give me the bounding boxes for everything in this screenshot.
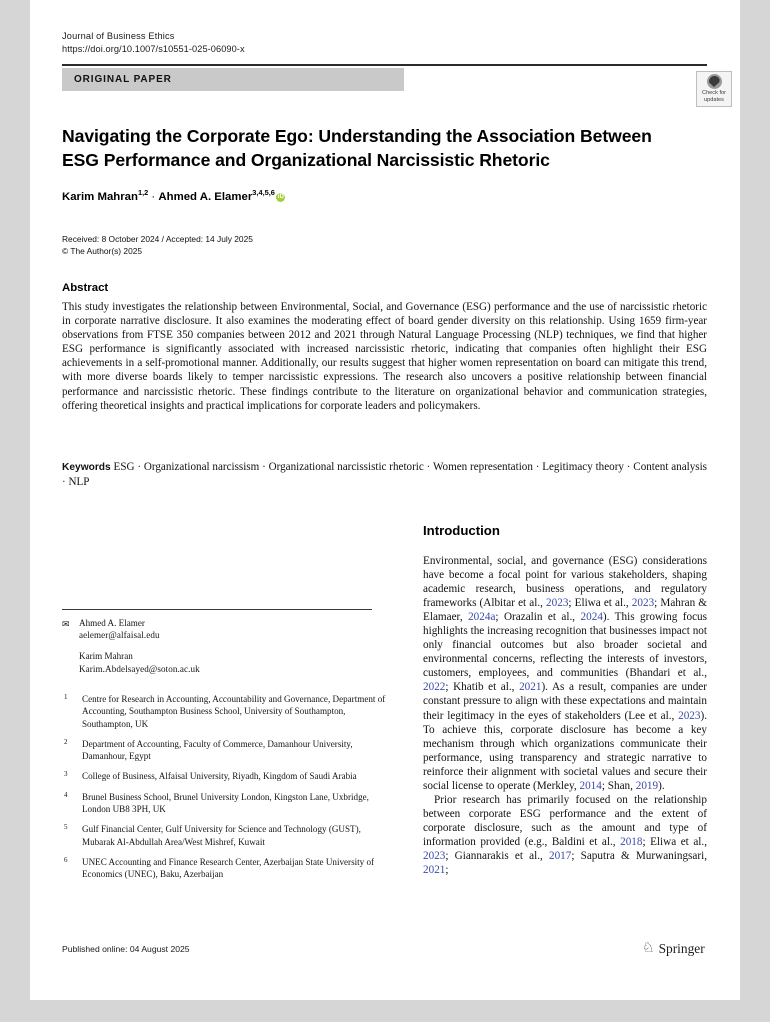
affiliation-text: College of Business, Alfaisal University, Riyadh, Kingdom of Saudi Arabia <box>82 771 357 782</box>
intro-run: Environmental, social, and governance (ESG) considerations have become a focal point for various stakeholders, shaping academic research, business operations, and regulatory frameworks (Albitar et al., <box>423 555 707 610</box>
intro-run: ). This growing focus highlights the increasing recognition that businesses impact not only financial outcomes but also broader societal and environmental concerns, reflecting the interests of investors, customers, employees, and communities (Bhandari et al., <box>423 611 707 680</box>
springer-logo <box>642 941 705 957</box>
keywords-section <box>62 460 707 489</box>
introduction-heading: Introduction <box>423 523 500 538</box>
doi-link[interactable]: https://doi.org/10.1007/s10551-025-06090-x <box>62 44 245 54</box>
orcid-icon[interactable]: iD <box>277 194 284 200</box>
intro-run: ). <box>658 779 665 792</box>
citation-year[interactable]: 2014 <box>579 779 602 792</box>
journal-name: Journal of Business Ethics <box>62 31 175 41</box>
received-accepted-line: Received: 8 October 2024 / Accepted: 14 July 2025 <box>62 234 253 244</box>
keywords-text: ESG · Organizational narcissism · Organizational narcissistic rhetoric · Women representation · Legitimacy theory · Content analysis · NLP <box>62 461 707 489</box>
author-list <box>62 190 682 205</box>
citation-year[interactable]: 2018 <box>620 835 643 848</box>
footnote-divider <box>62 609 372 610</box>
author-affiliation-refs: 3,4,5,6 <box>252 188 275 198</box>
citation-year[interactable]: 2021 <box>519 681 542 694</box>
introduction-paragraph-2 <box>423 793 707 877</box>
intro-run: ). As a result, companies are under constant pressure to align with these expectations and maintain their legitimacy in the eyes of stakeholders (Lee et al., <box>423 681 707 722</box>
intro-run: ; Shan, <box>601 779 636 792</box>
affiliation-number: 2 <box>64 737 68 746</box>
citation-year[interactable]: 2017 <box>548 849 572 862</box>
intro-run: ; Mahran & Elamaer, <box>423 597 707 624</box>
secondary-author-name: Karim Mahran <box>79 651 133 662</box>
corresponding-author-email[interactable]: aelemer@alfaisal.edu <box>79 630 160 641</box>
affiliation-item <box>62 823 392 848</box>
header-divider <box>62 64 707 66</box>
affiliation-text: Department of Accounting, Faculty of Commerce, Damanhour University, Damanhour, Egypt <box>82 738 353 762</box>
intro-run: ; Saputra & Murwaningsari, <box>571 849 707 862</box>
author-name[interactable]: Karim Mahran <box>62 191 138 203</box>
secondary-author-email[interactable]: Karim.Abdelsayed@soton.ac.uk <box>79 663 200 674</box>
introduction-paragraph-1 <box>423 554 707 793</box>
affiliation-number: 3 <box>64 770 68 779</box>
abstract-heading: Abstract <box>62 282 109 294</box>
page-title: Navigating the Corporate Ego: Understanding the Association Between ESG Performance and Organizational Narcissistic Rhetoric <box>62 126 652 170</box>
intro-run: ; Eliwa et al., <box>642 835 707 848</box>
paper-type-banner <box>62 68 404 91</box>
affiliation-text: Brunel Business School, Brunel University London, Kingston Lane, Uxbridge, London UB8 3PH, UK <box>82 791 369 815</box>
citation-year[interactable]: 2022 <box>423 681 446 694</box>
author-affiliation-refs: 1,2 <box>137 188 149 198</box>
springer-mark-icon: ♘ <box>642 941 655 956</box>
citation-year[interactable]: 2023 <box>423 849 446 862</box>
crossmark-icon <box>707 74 722 89</box>
publication-dates <box>62 234 682 257</box>
copyright-line: © The Author(s) 2025 <box>62 245 143 256</box>
intro-run: ; Giannarakis et al., <box>445 849 549 862</box>
corresponding-author-name: Ahmed A. Elamer <box>79 618 145 628</box>
citation-year[interactable]: 2023 <box>546 597 569 610</box>
affiliation-number: 1 <box>64 693 68 701</box>
abstract-text: This study investigates the relationship between Environmental, Social, and Governance (ESG) performance and the use of narcissistic rhetoric in corporate narrative disclosure. It also examines the moderating effect of board gender diversity on this relationship. Using 1659 firm-year observations from FTSE 350 companies between 2012 and 2021 through Natural Language Processing (NLP) techniques, we find that higher ESG performance is significantly associated with increased narcissistic rhetoric, indicating that companies often highlight their ESG achievements in a self-promotional manner. Additionally, our results suggest that higher women representation on board can mitigate this trend, with more diverse boards likely to temper narcissistic expressions. The research also uncovers a positive relationship between financial performance and narcissistic rhetoric. These findings contribute to the literature on organizational behavior and communication strategies, offering theoretical insights and practical implications for corporate leaders and policymakers. <box>62 301 707 412</box>
crossmark-line1: Check for <box>702 90 726 96</box>
intro-run: ; Khatib et al., <box>445 681 520 694</box>
affiliation-item <box>62 770 392 782</box>
keywords-label: Keywords <box>62 462 111 473</box>
citation-year[interactable]: 2021 <box>423 864 446 877</box>
citation-year[interactable]: 2023 <box>631 597 655 610</box>
citation-year[interactable]: 2019 <box>635 779 659 792</box>
check-for-updates-badge[interactable] <box>696 71 732 107</box>
affiliation-text: Centre for Research in Accounting, Accountability and Governance, Department of Accounting, Southampton Business School, University of Southampton, Southampton, UK <box>82 694 386 729</box>
affiliations-list <box>62 693 392 889</box>
springer-name: Springer <box>658 941 705 956</box>
intro-run: ; <box>445 864 449 877</box>
affiliation-text: UNEC Accounting and Finance Research Center, Azerbaijan State University of Economics (UNEC), Baku, Azerbaijan <box>82 856 375 880</box>
affiliation-text: Gulf Financial Center, Gulf University for Science and Technology (GUST), Mubarak Al-Abdullah Area/West Mishref, Kuwait <box>82 824 361 847</box>
intro-run: ; Orazalin et al., <box>495 611 581 624</box>
affiliation-item <box>62 856 392 881</box>
crossmark-line2: updates <box>704 97 724 104</box>
affiliation-item <box>62 791 392 816</box>
citation-year[interactable]: 2024a <box>468 611 496 624</box>
affiliation-number: 5 <box>64 823 68 832</box>
intro-run: ; Eliwa et al., <box>568 597 632 610</box>
citation-year[interactable]: 2024 <box>580 611 603 624</box>
affiliation-number: 6 <box>64 855 68 864</box>
affiliation-number: 4 <box>64 790 68 799</box>
author-separator: · <box>151 191 156 203</box>
affiliation-item <box>62 693 392 730</box>
intro-run: ). To achieve this, corporate disclosure has become a key mechanism through which organizations communicate their performance, using transparency and strategic narrative to reinforce their alignment with societal values and secure their social license to operate (Merkley, <box>423 709 707 792</box>
author-name[interactable]: Ahmed A. Elamer <box>158 191 253 203</box>
intro-run: Prior research has primarily focused on the relationship between corporate ESG performance and the extent of corporate disclosure, such as the amount and type of information provided (e.g., Baldini et al., <box>423 793 707 848</box>
citation-year[interactable]: 2023 <box>678 709 701 722</box>
correspondence-block <box>62 617 392 675</box>
paper-type-label: ORIGINAL PAPER <box>74 74 172 85</box>
envelope-icon: ✉ <box>62 619 70 629</box>
affiliation-item <box>62 738 392 763</box>
pdf-page <box>30 0 740 1000</box>
journal-header <box>62 30 702 56</box>
introduction-text <box>423 554 707 877</box>
published-online-date: Published online: 04 August 2025 <box>62 944 190 954</box>
